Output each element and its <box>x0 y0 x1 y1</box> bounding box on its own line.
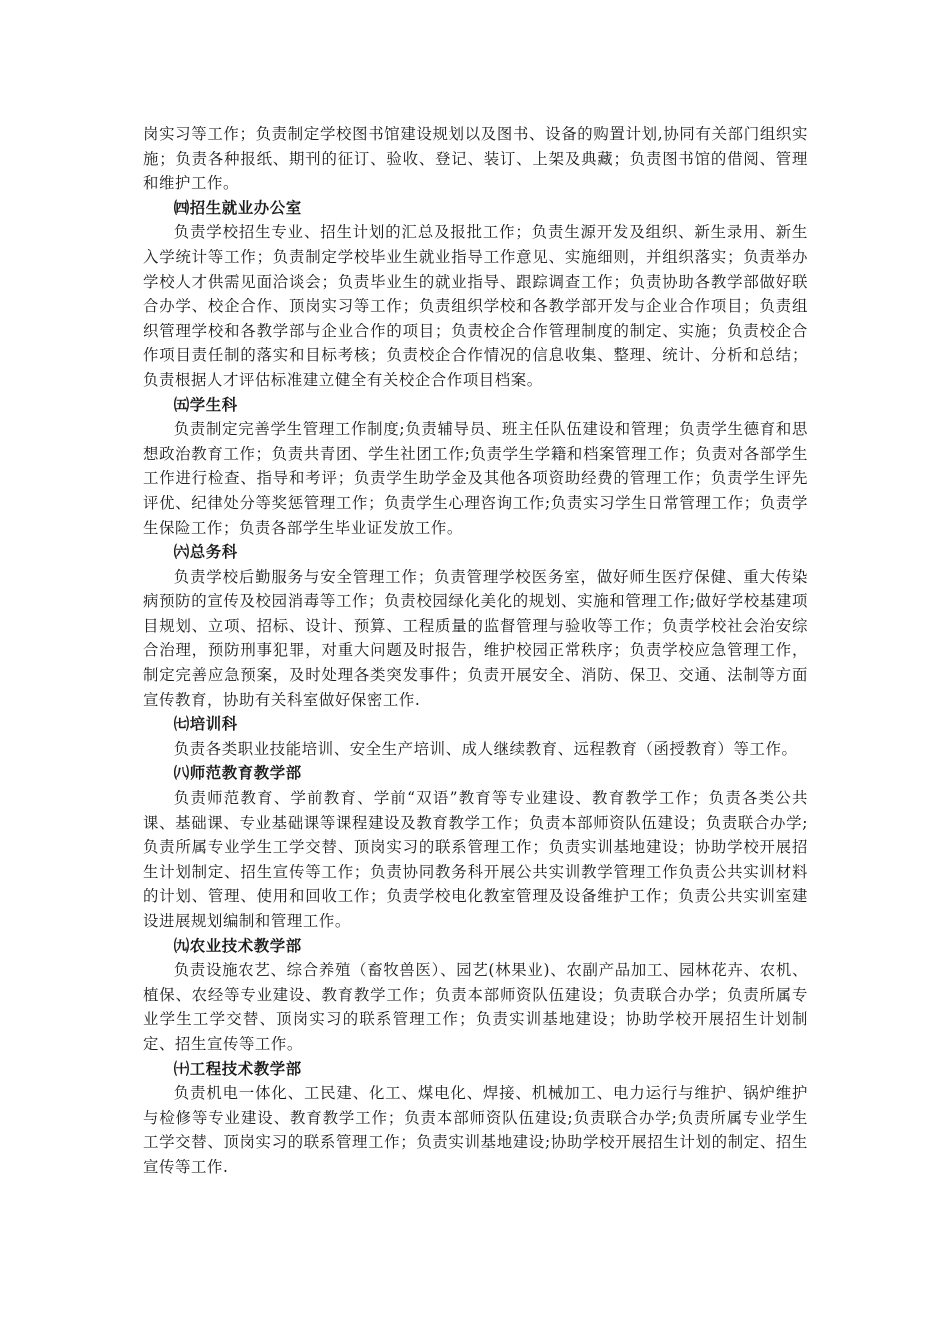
section-heading-engineering: ㈩工程技术教学部 <box>173 1059 302 1078</box>
section-body-teacher-education: 负责师范教育、学前教育、学前“双语”教育等专业建设、教育教学工作；负责各类公共课、基础课、专业基础课等课程建设及教育教学工作；负责本部师资队伍建设；负责联合办学;负责所属专业学生工学交替、顶岗实习的联系管理工作；负责实训基地建设；协助学校开展招生计划制定、招生宣传等工作；负责协同教务科开展公共实训教学管理工作负责公共实训材料的计划、管理、使用和回收工作；负责学校电化教室管理及设备维护工作；负责公共实训室建设进展规划编制和管理工作。 <box>143 789 808 930</box>
document-body <box>143 122 808 1180</box>
section-body-agriculture: 负责设施农艺、综合养殖（畜牧兽医）、园艺(林果业)、农副产品加工、园林花卉、农机、植保、农经等专业建设、教育教学工作；负责本部师资队伍建设；负责联合办学；负责所属专业学生工学交替、顶岗实习的联系管理工作；负责实训基地建设；协助学校开展招生计划制定、招生宣传等工作。 <box>143 961 808 1053</box>
section-heading-admissions: ㈣招生就业办公室 <box>173 198 302 217</box>
section-body-general-affairs: 负责学校后勤服务与安全管理工作；负责管理学校医务室，做好师生医疗保健、重大传染病预防的宣传及校园消毒等工作；负责校园绿化美化的规划、实施和管理工作;做好学校基建项目规划、立项、招标、设计、预算、工程质量的监督管理与验收等工作；负责学校社会治安综合治理，预防刑事犯罪，对重大问题及时报告，维护校园正常秩序；负责学校应急管理工作，制定完善应急预案，及时处理各类突发事件；负责开展安全、消防、保卫、交通、法制等方面宣传教育，协助有关科室做好保密工作. <box>143 567 808 709</box>
section-heading-student-affairs: ㈤学生科 <box>173 395 238 414</box>
intro-paragraph: 岗实习等工作；负责制定学校图书馆建设规划以及图书、设备的购置计划,协同有关部门组织实施；负责各种报纸、期刊的征订、验收、登记、装订、上架及典藏；负责图书馆的借阅、管理和维护工作。 <box>143 125 808 193</box>
section-body-student-affairs: 负责制定完善学生管理工作制度;负责辅导员、班主任队伍建设和管理；负责学生德育和思想政治教育工作；负责共青团、学生社团工作;负责学生学籍和档案管理工作；负责对各部学生工作进行检查、指导和考评；负责学生助学金及其他各项资助经费的管理工作；负责学生评先评优、纪律处分等奖惩管理工作；负责学生心理咨询工作;负责实习学生日常管理工作；负责学生保险工作；负责各部学生毕业证发放工作。 <box>143 420 808 537</box>
section-body-training: 负责各类职业技能培训、安全生产培训、成人继续教育、远程教育（函授教育）等工作。 <box>173 739 798 758</box>
section-body-admissions: 负责学校招生专业、招生计划的汇总及报批工作；负责生源开发及组织、新生录用、新生入学统计等工作；负责制定学校毕业生就业指导工作意见、实施细则，并组织落实；负责举办学校人才供需见面洽谈会；负责毕业生的就业指导、跟踪调查工作；负责协助各教学部做好联合办学、校企合作、顶岗实习等工作；负责组织学校和各教学部开发与企业合作项目；负责组织管理学校和各教学部与企业合作的项目；负责校企合作管理制度的制定、实施；负责校企合作项目责任制的落实和目标考核；负责校企合作情况的信息收集、整理、统计、分析和总结；负责根据人才评估标准建立健全有关校企合作项目档案。 <box>143 223 808 389</box>
section-heading-general-affairs: ㈥总务科 <box>173 543 238 562</box>
section-heading-training: ㈦培训科 <box>173 715 238 734</box>
section-heading-agriculture: ㈨农业技术教学部 <box>173 936 302 955</box>
section-heading-teacher-education: ㈧师范教育教学部 <box>173 764 302 783</box>
section-body-engineering: 负责机电一体化、工民建、化工、煤电化、焊接、机械加工、电力运行与维护、锅炉维护与检修等专业建设、教育教学工作；负责本部师资队伍建设;负责联合办学;负责所属专业学生工学交替、顶岗实习的联系管理工作；负责实训基地建设;协助学校开展招生计划的制定、招生宣传等工作. <box>143 1084 808 1176</box>
